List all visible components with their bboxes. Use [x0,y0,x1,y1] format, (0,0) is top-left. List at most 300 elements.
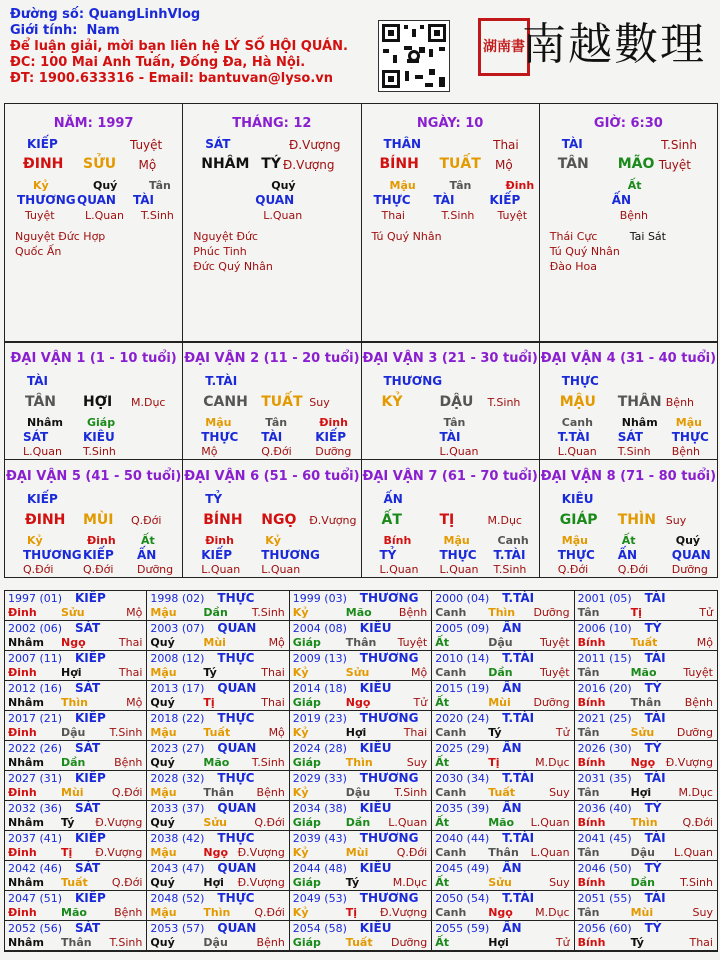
year-label: 1999 (03) [292,592,347,605]
year-chi: Sửu [630,726,655,739]
year-state: Suy [549,786,570,799]
dai-van-7[interactable] [362,460,540,577]
year-state: Đ.Vượng [95,816,143,829]
year-sao: ẤN [502,861,522,875]
year-label: 2036 (40) [577,802,632,815]
year-cell[interactable] [575,861,717,891]
dai-van-can: GIÁP [559,512,598,528]
year-cell[interactable] [432,771,574,801]
year-state: Dưỡng [533,606,570,619]
year-label: 2005 (09) [435,622,490,635]
year-cell[interactable] [5,801,147,831]
year-chi: Ngọ [630,756,656,769]
year-label: 2022 (26) [8,742,63,755]
hidden-state: Tuyệt [25,209,55,222]
year-label: 2056 (60) [577,922,632,935]
year-cell[interactable] [575,831,717,861]
year-can: Nhâm [8,636,44,649]
year-can: Giáp [292,816,321,829]
year-label: 2044 (48) [292,862,347,875]
header-info [10,7,348,87]
year-sao: KIẾP [75,651,106,665]
hidden-sao: THƯƠNG [261,548,320,562]
hidden-state: T.Sinh [493,563,527,576]
year-label: 2002 (06) [8,622,63,635]
year-cell[interactable] [147,831,289,861]
year-can: Giáp [292,696,321,709]
year-cell[interactable] [575,921,717,951]
year-chi: Dậu [630,846,655,859]
hidden-sao: SÁT [23,430,49,444]
hidden-can: Giáp [87,416,116,429]
year-cell[interactable] [290,831,432,861]
year-sao: KIẾP [75,711,106,725]
year-cell[interactable] [290,651,432,681]
year-cell[interactable] [147,621,289,651]
year-chi: Tuất [203,726,231,739]
year-cell[interactable] [575,621,717,651]
year-can: Giáp [292,936,321,949]
year-chi: Thân [488,846,519,859]
year-cell[interactable] [432,831,574,861]
year-cell[interactable] [290,711,432,741]
year-label: 2018 (22) [150,712,205,725]
year-cell[interactable] [147,861,289,891]
dai-van-3[interactable] [362,342,540,459]
dai-van-title: ĐẠI VẬN 7 (61 - 70 tuổi) [362,469,538,484]
pillar-note: Nguyệt Đức [193,230,259,243]
year-state: Tử [555,726,570,739]
year-label: 2034 (38) [292,802,347,815]
year-state: M.Dục [535,906,570,919]
dai-van-state: Suy [665,514,687,527]
pillar-note: Đức Quý Nhân [193,260,273,273]
year-state: Bệnh [114,756,143,769]
dai-van-sao: KIÊU [561,492,594,506]
year-sao: TÀI [644,591,666,605]
year-cell[interactable] [575,681,717,711]
hidden-can: Quý [271,179,296,192]
year-cell[interactable] [290,921,432,951]
hidden-can: Đinh [205,534,234,547]
year-cell[interactable] [575,801,717,831]
year-can: Mậu [150,906,177,919]
dai-van-sao: ẤN [383,492,403,506]
year-chi: Dần [345,816,371,829]
year-cell[interactable] [290,801,432,831]
year-cell[interactable] [432,591,574,621]
year-can: Mậu [150,846,177,859]
pillar-note: Nguyệt Đức Hợp [15,230,106,243]
year-can: Kỷ [292,846,309,859]
year-sao: TỶ [644,801,662,815]
dai-van-title: ĐẠI VẬN 3 (21 - 30 tuổi) [362,351,538,366]
year-label: 1998 (02) [150,592,205,605]
year-sao: T.TÀI [502,651,535,665]
hidden-sao: T.TÀI [557,430,590,444]
year-can: Ất [435,936,449,949]
year-state: Mộ [410,666,428,679]
year-state: Q.Đới [111,876,143,889]
header-line-1 [10,7,348,23]
year-sao: THƯƠNG [359,771,419,785]
hidden-sao: ẤN [611,193,632,207]
year-sao: QUAN [217,861,257,875]
year-sao: SÁT [75,681,101,695]
dai-van-state: M.Dục [487,514,522,527]
year-chi: Mùi [203,636,226,649]
year-can: Canh [435,846,467,859]
year-can: Quý [150,936,175,949]
year-cell[interactable] [5,591,147,621]
year-cell[interactable] [147,591,289,621]
hidden-sao: THỰC [373,193,411,207]
year-sao: THỰC [217,591,255,605]
year-chi: Ngọ [203,846,229,859]
year-label: 2003 (07) [150,622,205,635]
year-cell[interactable] [5,891,147,921]
hidden-sao: KIẾP [201,548,233,562]
pillar-title: THÁNG: 12 [232,116,312,131]
header-line-3: Để luận giải, mời bạn liên hệ LÝ SỐ HỘI QUÁN. [10,39,348,54]
dai-van-4[interactable] [540,342,717,459]
year-can: Tân [577,906,600,919]
year-cell[interactable] [432,681,574,711]
year-label: 2052 (56) [8,922,63,935]
year-sao: TỶ [644,861,662,875]
hidden-state: L.Quan [557,445,597,458]
year-chi: Dần [61,756,86,769]
dai-van-chi: THÌN [617,512,656,528]
year-sao: KIẾP [75,891,106,905]
pillar-note: Đào Hoa [549,260,597,273]
year-sao: THỰC [217,711,255,725]
dai-van-2[interactable] [183,342,361,459]
year-can: Quý [150,876,175,889]
year-cell[interactable] [575,711,717,741]
hidden-sao: ẤN [617,548,638,562]
year-label: 2033 (37) [150,802,205,815]
dai-van-chi: DẬU [439,394,474,410]
year-label: 2030 (34) [435,772,490,785]
pillar-chi: SỬU [83,156,117,172]
qr-code-icon[interactable] [378,20,450,92]
hidden-can: Kỷ [265,534,281,547]
year-can: Đinh [8,846,37,859]
year-sao: THƯƠNG [359,651,419,665]
pillar-top-state: Đ.Vượng [289,138,341,152]
year-label: 2042 (46) [8,862,63,875]
year-can: Đinh [8,726,37,739]
year-can: Đinh [8,606,37,619]
pillar-chi-state: Đ.Vượng [283,158,335,172]
pillar-note: Thái Cực [549,230,598,243]
year-cell[interactable] [290,891,432,921]
year-state: Đ.Vượng [237,876,285,889]
year-cell[interactable] [575,741,717,771]
year-can: Quý [150,696,175,709]
year-sao: TÀI [644,711,666,725]
pillar-can: NHÂM [201,156,250,172]
year-can: Mậu [150,606,177,619]
year-sao: KIẾP [75,591,106,605]
year-sao: KIÊU [359,741,392,755]
dai-van-chi: TỊ [439,512,455,528]
dai-van-5[interactable] [5,460,183,577]
year-chi: Tị [488,756,500,769]
year-can: Tân [577,846,600,859]
year-state: Mộ [126,606,143,619]
year-sao: QUAN [217,741,257,755]
year-can: Bính [577,636,606,649]
pillar-title: NĂM: 1997 [53,116,134,131]
year-cell[interactable] [5,771,147,801]
hidden-sao: T.TÀI [493,548,526,562]
year-chi: Sửu [203,816,227,829]
year-state: Q.Đới [254,906,285,919]
year-cell[interactable] [432,801,574,831]
pillar-chi-state: Mộ [495,158,513,172]
year-state: Tuyệt [539,666,570,679]
dai-van-8[interactable] [540,460,717,577]
hidden-can: Kỷ [27,534,43,547]
year-cell[interactable] [290,861,432,891]
year-sao: KIÊU [359,681,392,695]
year-chi: Sửu [345,666,370,679]
pillar-chi-state: Mộ [138,158,157,172]
year-state: T.Sinh [109,936,143,949]
hidden-state: T.Sinh [441,209,475,222]
year-cell[interactable] [290,621,432,651]
hidden-can: Canh [561,416,593,429]
year-state: Tuyệt [683,666,713,679]
year-cell[interactable] [575,891,717,921]
year-state: Dưỡng [533,696,570,709]
hidden-sao: TÀI [433,193,455,207]
year-can: Ất [435,636,449,649]
pillar-chi: TUẤT [439,156,481,172]
year-label: 2040 (44) [435,832,490,845]
year-chi: Dậu [61,726,86,739]
hidden-state: L.Quan [23,445,62,458]
year-cell[interactable] [290,741,432,771]
year-cell[interactable] [432,861,574,891]
year-label: 2000 (04) [435,592,490,605]
year-label: 2014 (18) [292,682,347,695]
year-state: Bệnh [256,786,285,799]
year-state: Đ.Vượng [379,906,428,919]
year-label: 2019 (23) [292,712,347,725]
dai-van-can: MẬU [559,394,596,410]
year-chi: Ngọ [61,636,86,649]
year-chi: Mão [630,666,657,679]
dai-van-sao: THỰC [561,374,599,388]
hidden-state: L.Quan [263,209,303,222]
hidden-state: Dưỡng [671,563,708,576]
pillar-note: Tú Quý Nhân [371,230,442,243]
year-cell[interactable] [147,891,289,921]
year-chi: Mão [203,756,230,769]
year-state: M.Dục [678,786,713,799]
hidden-sao: THỰC [557,548,595,562]
annual-grid [4,590,718,952]
seal-text: 湖南書 [483,39,525,55]
hidden-can: Tân [443,416,466,429]
year-can: Giáp [292,876,321,889]
year-cell[interactable] [5,861,147,891]
year-chi: Dậu [203,936,228,949]
pillar-title: GIỜ: 6:30 [593,116,663,131]
dai-van-chi: NGỌ [261,512,297,528]
year-cell[interactable] [5,831,147,861]
year-sao: KIÊU [359,861,392,875]
pillar-chi: MÃO [617,156,655,172]
year-chi: Hợi [630,786,652,799]
year-chi: Mão [345,606,372,619]
hidden-state: L.Quan [85,209,124,222]
year-can: Kỷ [292,906,309,919]
year-chi: Mão [488,816,515,829]
dai-van-6[interactable] [183,460,361,577]
hidden-state: Q.Đới [23,563,54,576]
pillar-can: TÂN [557,156,589,172]
year-cell[interactable] [5,651,147,681]
year-sao: THƯƠNG [359,591,419,605]
year-cell[interactable] [432,921,574,951]
year-can: Đinh [8,906,37,919]
year-label: 2053 (57) [150,922,205,935]
year-can: Ất [435,696,449,709]
year-cell[interactable] [147,801,289,831]
year-chi: Tuất [630,636,658,649]
year-cell[interactable] [147,711,289,741]
year-cell[interactable] [432,651,574,681]
year-label: 2046 (50) [577,862,632,875]
year-sao: ẤN [502,741,522,755]
dai-van-title: ĐẠI VẬN 5 (41 - 50 tuổi) [5,469,182,484]
dai-van-can: ẤT [381,512,402,528]
year-cell[interactable] [290,591,432,621]
year-cell[interactable] [147,771,289,801]
hidden-can: Bính [383,534,412,547]
year-cell[interactable] [290,771,432,801]
hidden-state: Tuyệt [497,209,528,222]
pillar-top-sao: THÂN [383,137,422,151]
year-chi: Ngọ [345,696,371,709]
year-cell[interactable] [575,651,717,681]
year-label: 2039 (43) [292,832,347,845]
year-chi: Tý [61,816,75,829]
year-can: Canh [435,786,467,799]
year-cell[interactable] [5,711,147,741]
year-can: Mậu [150,786,177,799]
year-state: Thai [118,666,143,679]
year-sao: T.TÀI [502,891,535,905]
year-chi: Mùi [345,846,369,859]
hidden-can: Nhâm [621,416,658,429]
year-chi: Thìn [630,816,658,829]
year-can: Tân [577,786,600,799]
year-label: 2004 (08) [292,622,347,635]
year-chi: Tuất [488,786,515,799]
year-sao: T.TÀI [502,591,535,605]
year-cell[interactable] [147,921,289,951]
year-can: Bính [577,816,606,829]
year-can: Kỷ [292,786,309,799]
pillar-top-state: T.Sinh [661,138,697,152]
dai-van-state: Suy [309,396,330,409]
year-state: Tuyệt [539,636,570,649]
year-state: Q.Đới [682,816,713,829]
year-sao: T.TÀI [502,771,535,785]
year-label: 2049 (53) [292,892,347,905]
pillar-can: BÍNH [379,156,419,172]
year-cell[interactable] [5,621,147,651]
year-state: Bệnh [398,606,428,619]
year-cell[interactable] [432,741,574,771]
pillar-3 [362,104,540,342]
year-cell[interactable] [432,891,574,921]
year-label: 2010 (14) [435,652,490,665]
dai-van-title: ĐẠI VẬN 4 (31 - 40 tuổi) [540,351,717,366]
year-label: 2008 (12) [150,652,205,665]
year-label: 2020 (24) [435,712,490,725]
year-cell[interactable] [147,741,289,771]
dai-van-state: Bệnh [665,396,695,409]
year-state: Suy [406,756,428,769]
year-sao: QUAN [217,621,257,635]
year-sao: QUAN [217,681,257,695]
name-value: QuangLinhVlog [88,7,201,22]
year-state: Dưỡng [391,936,428,949]
year-cell[interactable] [5,741,147,771]
dai-van-title: ĐẠI VẬN 6 (51 - 60 tuổi) [184,469,360,484]
year-chi: Sửu [488,876,512,889]
year-can: Ất [435,876,449,889]
year-chi: Hợi [61,666,82,679]
pillar-can: ĐINH [23,156,64,172]
year-cell[interactable] [290,681,432,711]
year-cell[interactable] [5,921,147,951]
year-label: 2028 (32) [150,772,205,785]
year-can: Ất [435,816,449,829]
year-cell[interactable] [147,651,289,681]
year-label: 2006 (10) [577,622,632,635]
year-label: 2009 (13) [292,652,347,665]
hidden-can: Quý [93,179,118,192]
year-cell[interactable] [5,681,147,711]
year-label: 2047 (51) [8,892,63,905]
year-chi: Mùi [630,906,654,919]
year-label: 2032 (36) [8,802,63,815]
hidden-sao: THỰC [671,430,709,444]
hidden-sao: KIẾP [83,548,114,562]
year-label: 2012 (16) [8,682,63,695]
year-cell[interactable] [432,621,574,651]
year-cell[interactable] [575,591,717,621]
year-can: Mậu [150,666,177,679]
year-chi: Tị [61,846,73,859]
year-cell[interactable] [147,681,289,711]
year-cell[interactable] [575,771,717,801]
dai-van-1[interactable] [5,342,183,459]
year-label: 2048 (52) [150,892,205,905]
year-state: Tử [413,696,428,709]
year-state: Thai [403,726,428,739]
year-sao: TÀI [644,831,666,845]
year-state: Thai [689,936,713,949]
year-cell[interactable] [432,711,574,741]
